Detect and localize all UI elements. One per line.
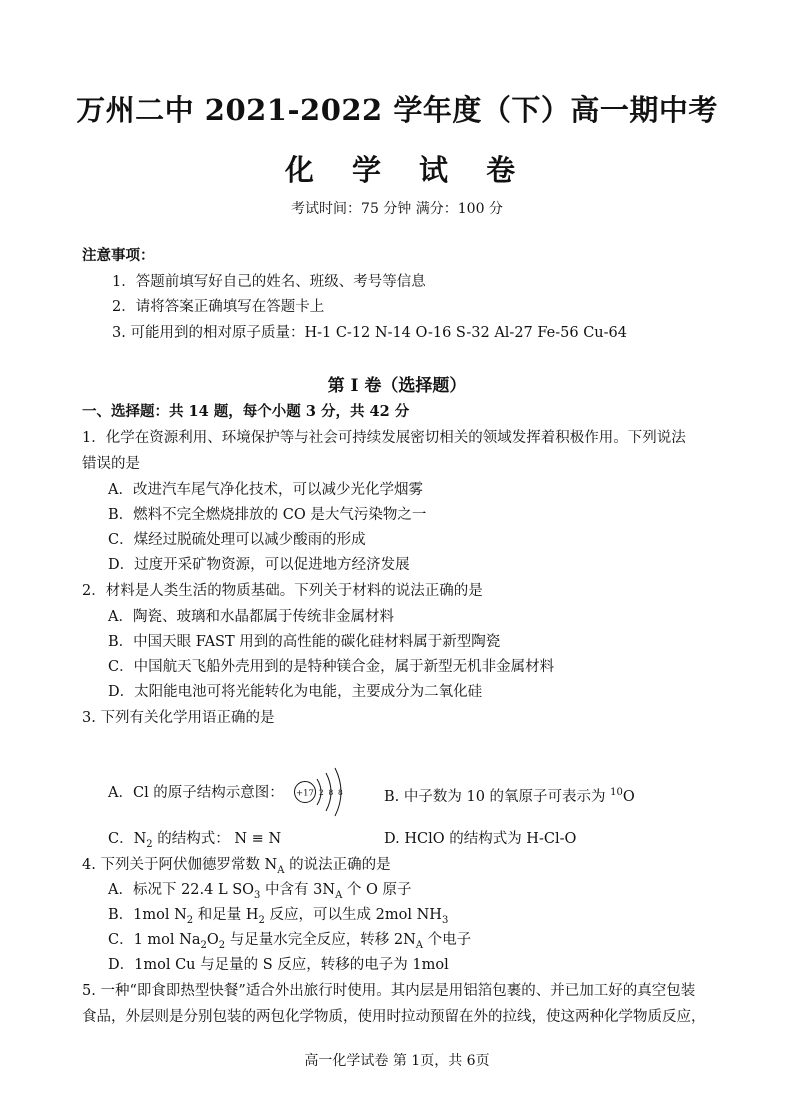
q4-a-sub1: 3	[254, 889, 261, 901]
q4-c-4: 个电子	[423, 932, 472, 948]
q3-option-c-text: 的结构式： N ≡ N	[152, 831, 282, 847]
q1-option-b: B．燃料不完全燃烧排放的 CO 是大气污染物之一	[108, 507, 427, 523]
q3-option-c-sub: 2	[146, 838, 153, 850]
notice-item-3: 3. 可能用到的相对原子质量：H-1 C-12 N-14 O-16 S-32 Al-27 Fe-56 Cu-64	[112, 325, 627, 341]
exam-subtitle: 化 学 试 卷	[284, 153, 530, 187]
q1-stem-line1: 1．化学在资源利用、环境保护等与社会可持续发展密切相关的领域发挥着积极作用。下列说法	[82, 430, 686, 446]
q2-option-c: C．中国航天飞船外壳用到的是特种镁合金，属于新型无机非金属材料	[108, 659, 555, 675]
q4-c-2: O	[206, 932, 219, 948]
q4-option-c	[108, 930, 471, 956]
q1-option-a: A．改进汽车尾气净化技术，可以减少光化学烟雾	[108, 482, 423, 498]
notice-item-2: 2．请将答案正确填写在答题卡上	[112, 299, 325, 315]
atom-shell-1: 2	[319, 788, 324, 797]
q4-b-sub2: 2	[258, 914, 265, 926]
q3-stem: 3. 下列有关化学用语正确的是	[82, 710, 275, 726]
q4-c-sub3: A	[415, 939, 424, 951]
q4-stem-sub: A	[277, 864, 285, 876]
q3-option-d: D. HClO 的结构式为 H-Cl-O	[384, 831, 577, 847]
q4-stem-a: 4. 下列关于阿伏伽德罗常数 N	[82, 857, 278, 873]
q1-stem-line2: 错误的是	[82, 456, 140, 472]
q4-b-sub1: 2	[186, 914, 194, 926]
section-title: 第 I 卷（选择题）	[327, 376, 467, 396]
notice-heading: 注意事项：	[82, 247, 155, 264]
q4-stem-b: 的说法正确的是	[284, 857, 391, 873]
atom-shell-3: 8	[338, 788, 343, 797]
q5-line2: 食品，外层则是分别包装的两包化学物质，使用时拉动预留在外的拉线，使这两种化学物质反应，	[82, 1009, 706, 1025]
q3-option-b-text: B. 中子数为 10 的氧原子可表示为	[384, 788, 611, 805]
q1-option-c: C．煤经过脱硫处理可以减少酸雨的形成	[108, 532, 366, 548]
q2-option-b: B．中国天眼 FAST 用到的高性能的碳化硅材料属于新型陶瓷	[108, 634, 501, 650]
page-footer: 高一化学试卷 第 1页，共 6页	[304, 1053, 490, 1069]
q4-a-3: 个 O 原子	[342, 882, 412, 898]
exam-info: 考试时间：75 分钟 满分：100 分	[291, 201, 503, 217]
q4-b-1: B．1mol N	[108, 907, 187, 923]
q2-option-d: D．太阳能电池可将光能转化为电能，主要成分为二氧化硅	[108, 684, 483, 700]
q4-stem	[82, 855, 391, 881]
atom-shell-2: 8	[328, 788, 334, 797]
chlorine-atom-diagram	[293, 767, 349, 817]
q4-option-b	[108, 905, 448, 931]
atom-nucleus-label: +17	[296, 788, 314, 799]
q3-option-b-mass: 10	[610, 787, 623, 798]
q3-option-b-symbol: O	[622, 788, 635, 805]
exam-title: 万州二中 2021-2022 学年度（下）高一期中考	[76, 93, 718, 127]
q2-option-a: A．陶瓷、玻璃和水晶都属于传统非金属材料	[108, 609, 394, 625]
q4-option-a	[108, 880, 412, 906]
q4-option-d: D．1mol Cu 与足量的 S 反应，转移的电子为 1mol	[108, 957, 449, 973]
q2-stem: 2．材料是人类生活的物质基础。下列关于材料的说法正确的是	[82, 583, 483, 599]
q4-a-sub2: A	[335, 889, 343, 901]
q3-option-c-prefix: C．N	[108, 831, 147, 847]
q4-c-3: 与足量水完全反应，转移 2N	[225, 932, 416, 948]
q4-b-sub3: 3	[441, 914, 449, 926]
q5-line1: 5. 一种“即食即热型快餐”适合外出旅行时使用。其内层是用铝箔包裹的、并已加工好的真空包装	[82, 983, 696, 999]
q4-c-1: C．1 mol Na	[108, 932, 201, 948]
q3-option-c	[108, 829, 281, 855]
notice-item-1: 1．答题前填写好自己的姓名、班级、考号等信息	[112, 274, 426, 290]
q4-b-3: 反应，可以生成 2mol NH	[264, 907, 442, 923]
part-heading: 一、选择题：共 14 题，每个小题 3 分，共 42 分	[82, 403, 410, 420]
q4-a-1: A．标况下 22.4 L SO	[108, 882, 255, 898]
q1-option-d: D．过度开采矿物资源，可以促进地方经济发展	[108, 557, 410, 573]
q4-c-sub2: 2	[218, 939, 226, 951]
q4-b-2: 和足量 H	[193, 907, 259, 923]
q4-c-sub1: 2	[200, 939, 207, 951]
q3-option-b	[384, 783, 635, 807]
q3-option-a: A．Cl 的原子结构示意图：	[108, 785, 284, 801]
q4-a-2: 中含有 3N	[260, 882, 336, 898]
